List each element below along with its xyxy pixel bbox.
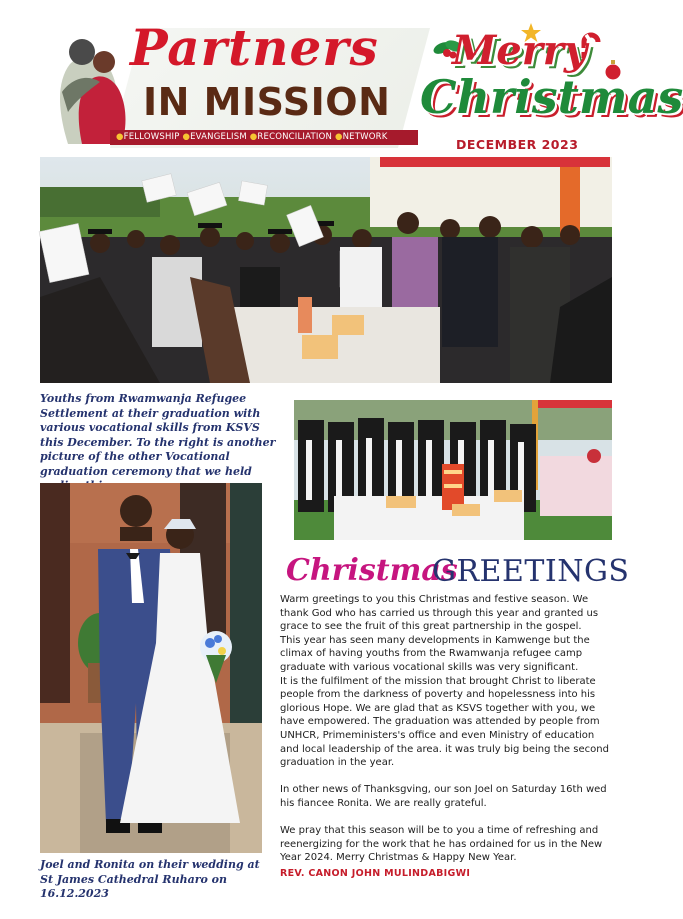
masthead-title-main: IN MISSION [143,80,391,124]
graduation-caption: Youths from Rwamwanja Refugee Settlement at their graduation with various vocational skills from KSVS this December. To the right is another picture of the other Vocational graduation ceremony that we held [40,392,276,478]
greetings-body [280,593,616,865]
seasonal-christmas: Christmas [420,70,683,124]
greetings-heading: GREETINGS [432,554,630,589]
tagline-item: EVANGELISM [190,132,247,142]
greetings-paragraph: In other news of Thanksgving, our son Joel on Saturday 16th wed his fiancee Ronita. We are really grateful. [280,784,607,809]
seasonal-merry: Merry [452,27,588,74]
masthead-title-script: Partners [130,18,379,77]
tagline-item: RECONCILIATION [257,132,333,142]
issue-date: DECEMBER 2023 [456,137,579,152]
greetings-heading-script: Christmas [286,553,458,588]
wedding-caption: Joel and Ronita on their wedding at St James Cathedral Ruharo on 16.12.2023 [40,858,260,900]
tagline-item: FELLOWSHIP [123,132,180,142]
tagline-bar: ●FELLOWSHIP ●EVANGELISM ●RECONCILIATION ●NETWORK [110,130,418,145]
greetings-paragraph: We pray that this season will be to you a time of refreshing and reenergizing for the work that he has ordained for us in the New Year 2024. Merry Christmas & Happy New Year. [280,825,603,864]
wedding-photo [40,483,262,853]
partners-logo-icon [48,22,134,144]
greetings-paragraph: Warm greetings to you this Christmas and festive season. We thank God who has carried us through this year and granted us grace to see the fruit of this great partnership in the gospel. [280,594,599,633]
greetings-paragraph: This year has seen many developments in Kamwenge but the climax of having youths from the Rwamwanja refugee camp graduate with various vocational skills was very significant. [280,634,590,673]
tagline-item: NETWORK [342,132,388,142]
graduation-photo [40,157,612,383]
greetings-paragraph: It is the fulfilment of the mission that brought Christ to liberate people from the darkness of poverty and hopelessness into his glorious Hope. We are glad that as KSVS together with you, we have empowered. The graduation was attended by people from UNHCR, Primeministers's office and even Ministry of education and local leadership of the area. it was truly big being the second graduation in the year. [280,675,609,769]
earlier-graduation-photo [294,400,612,540]
signature: REV. CANON JOHN MULINDABIGWI [280,868,471,879]
